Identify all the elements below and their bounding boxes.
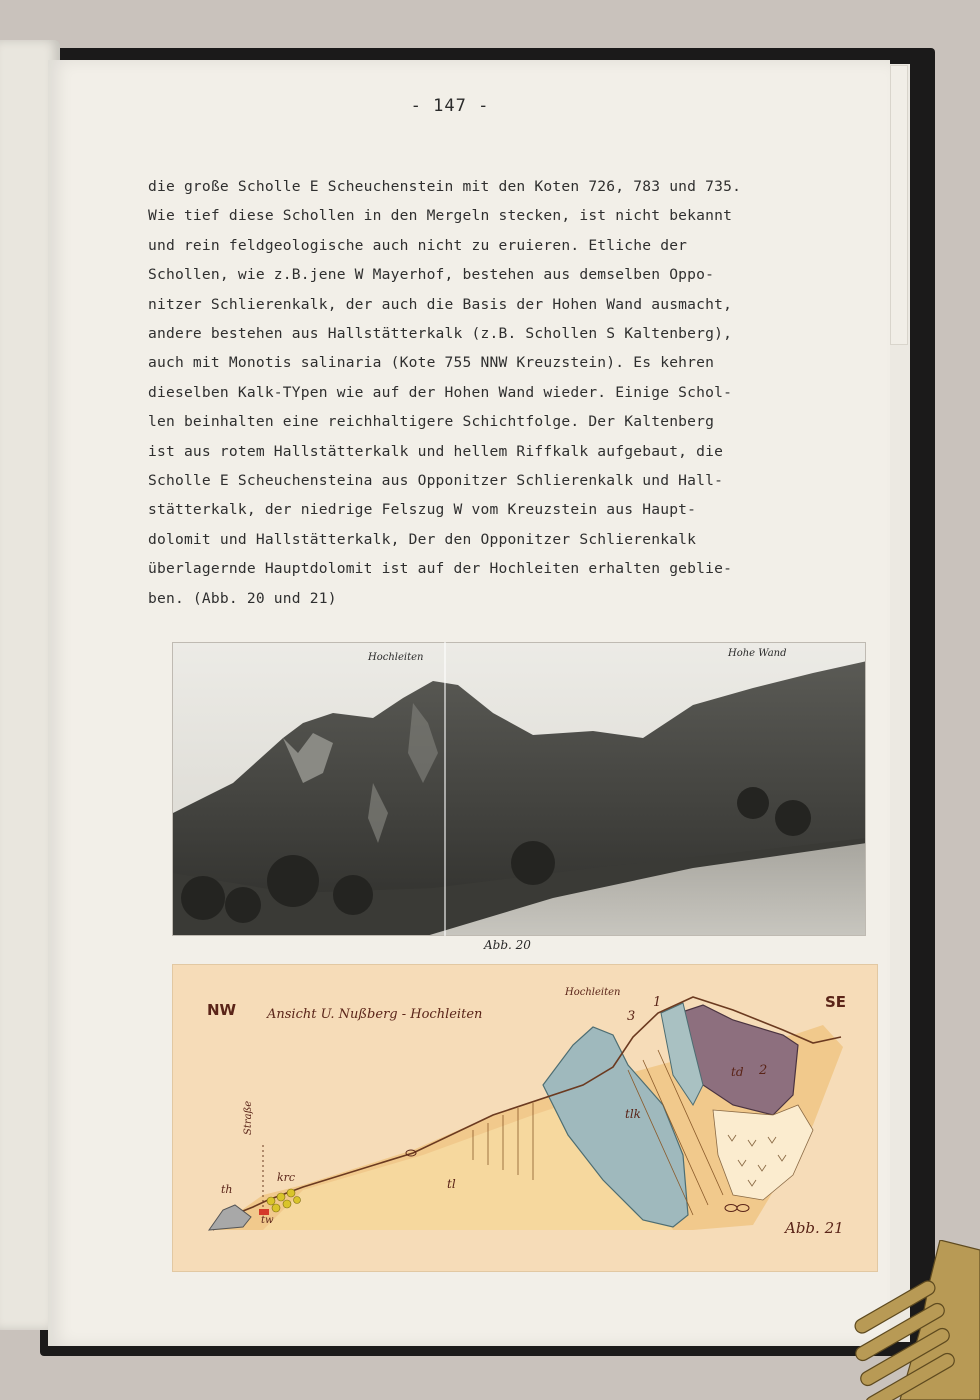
label-se: SE — [825, 993, 847, 1011]
label-strasse: Straße — [243, 1100, 254, 1135]
photo-label-hochleiten: Hochleiten — [368, 652, 424, 663]
text-line: len beinhalten eine reichhaltigere Schichtfolge. Der Kaltenberg — [148, 413, 715, 431]
figure-caption-abb-20: Abb. 20 — [484, 938, 531, 952]
page-tab-marker — [890, 65, 908, 345]
label-number-1: 1 — [653, 995, 662, 1010]
body-text — [148, 172, 868, 613]
text-line: ist aus rotem Hallstätterkalk und hellem Riffkalk aufgebaut, die — [148, 442, 724, 460]
photo-seam — [444, 642, 446, 936]
text-line: dolomit und Hallstätterkalk, Der den Opponitzer Schlierenkalk — [148, 530, 697, 548]
photo-label-hohe-wand: Hohe Wand — [728, 648, 787, 659]
text-line: andere bestehen aus Hallstätterkalk (z.B. Schollen S Kaltenberg), — [148, 325, 733, 343]
label-th: th — [221, 1183, 233, 1196]
label-nw: NW — [207, 1001, 237, 1019]
text-line: stätterkalk, der niedrige Felszug W vom Kreuzstein aus Haupt- — [148, 501, 697, 519]
label-tl: tl — [447, 1177, 456, 1191]
label-tlk: tlk — [625, 1107, 641, 1121]
text-line: auch mit Monotis salinaria (Kote 755 NNW Kreuzstein). Es kehren — [148, 354, 715, 372]
section-title: Ansicht U. Nußberg - Hochleiten — [267, 1007, 483, 1022]
landscape-photo — [172, 642, 866, 936]
figure-caption-abb-21: Abb. 21 — [785, 1219, 844, 1237]
label-number-2: 2 — [759, 1063, 768, 1078]
label-number-3: 3 — [627, 1009, 636, 1024]
text-line: nitzer Schlierenkalk, der auch die Basis der Hohen Wand ausmacht, — [148, 295, 733, 313]
brass-clasp-decoration — [800, 1240, 980, 1400]
label-peak-hochleiten: Hochleiten — [565, 987, 621, 998]
label-tw: tw — [261, 1215, 274, 1226]
text-line: und rein feldgeologische auch nicht zu eruieren. Etliche der — [148, 236, 688, 254]
page-number: - 147 - — [410, 96, 490, 116]
text-line: Scholle E Scheuchensteina aus Opponitzer Schlierenkalk und Hall- — [148, 472, 724, 490]
text-line: ben. (Abb. 20 und 21) — [148, 589, 337, 607]
label-td: td — [731, 1065, 744, 1079]
label-krc: krc — [277, 1171, 296, 1184]
text-line: Wie tief diese Schollen in den Mergeln stecken, ist nicht bekannt — [148, 207, 733, 225]
geological-section-drawing — [172, 964, 878, 1272]
text-line: Schollen, wie z.B.jene W Mayerhof, bestehen aus demselben Oppo- — [148, 266, 715, 284]
text-line: die große Scholle E Scheuchenstein mit den Koten 726, 783 und 735. — [148, 178, 742, 195]
text-line: dieselben Kalk-TYpen wie auf der Hohen Wand wieder. Einige Schol- — [148, 383, 733, 401]
text-line: überlagernde Hauptdolomit ist auf der Hochleiten erhalten geblie- — [148, 560, 733, 578]
